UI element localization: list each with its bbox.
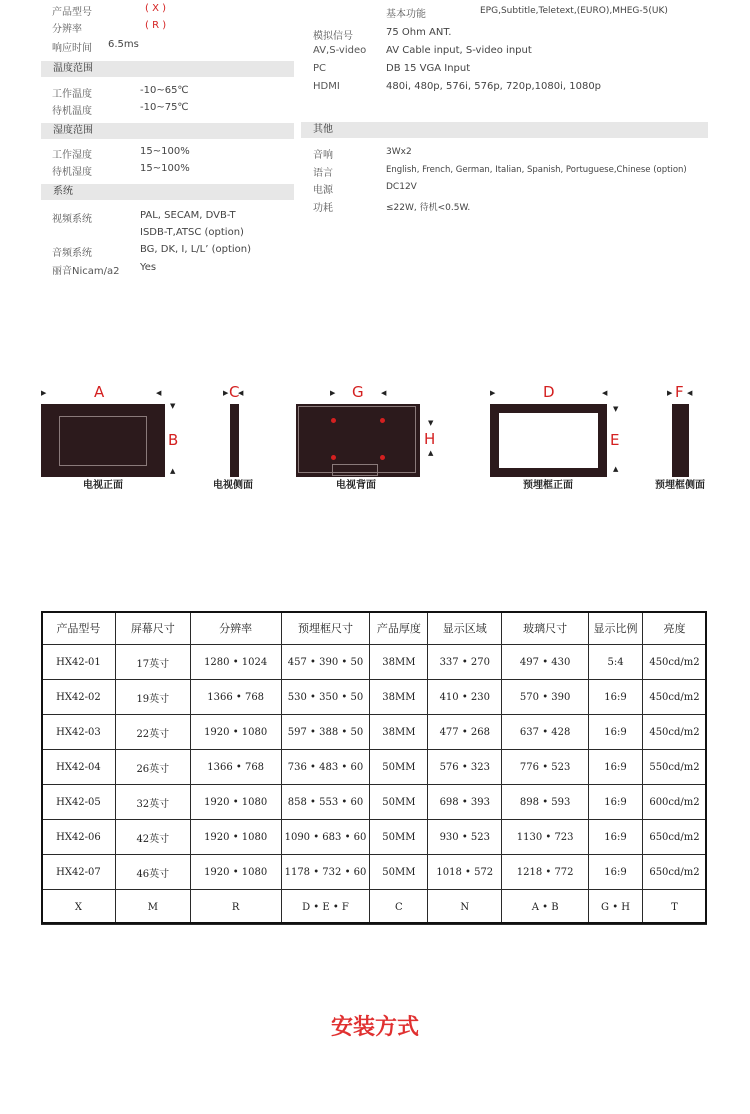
- section-humidity: 湿度范围: [41, 123, 294, 139]
- table-header-cell: 玻璃尺寸: [502, 612, 589, 645]
- spec-label-pc: PC: [313, 63, 327, 74]
- spec-label-response: 响应时间: [52, 43, 92, 54]
- frame-front-diagram: [490, 404, 607, 477]
- dim-arrow-left-icon: ▶: [330, 389, 336, 397]
- dim-letter-c: C: [229, 383, 240, 401]
- table-cell: 1280 • 1024: [190, 645, 281, 680]
- table-cell: 1018 • 572: [428, 855, 502, 890]
- table-cell: 1366 • 768: [190, 750, 281, 785]
- table-cell: C: [370, 890, 428, 925]
- table-row: [42, 645, 707, 680]
- spec-value-work-temp: -10~65℃: [140, 85, 189, 96]
- spec-label-audio-system: 音频系统: [52, 248, 92, 259]
- dim-letter-h: H: [424, 430, 436, 448]
- mount-hole-icon: [331, 418, 336, 423]
- dim-arrow-right-icon: ◀: [238, 389, 244, 397]
- spec-value-speaker: 3Wx2: [386, 147, 412, 157]
- table-row: [42, 680, 707, 715]
- caption-tv-back: 电视背面: [336, 480, 376, 491]
- table-cell: 450cd/m2: [642, 680, 706, 715]
- table-cell: 50MM: [370, 855, 428, 890]
- table-cell: 1090 • 683 • 60: [281, 820, 370, 855]
- table-cell: 736 • 483 • 60: [281, 750, 370, 785]
- caption-frame-side: 预埋框侧面: [655, 480, 705, 491]
- spec-value-hdmi: 480i, 480p, 576i, 576p, 720p,1080i, 1080p: [386, 81, 602, 92]
- table-cell: 477 • 268: [428, 715, 502, 750]
- spec-value-video-system-2: ISDB-T,ATSC (option): [140, 227, 244, 238]
- table-cell: 576 • 323: [428, 750, 502, 785]
- table-cell: 46英寸: [115, 855, 190, 890]
- spec-value-work-humidity: 15~100%: [140, 146, 190, 157]
- table-cell: A • B: [502, 890, 589, 925]
- table-row: [42, 785, 707, 820]
- table-cell: 16:9: [589, 750, 643, 785]
- table-cell: D • E • F: [281, 890, 370, 925]
- spec-value-basic: EPG,Subtitle,Teletext,(EURO),MHEG-5(UK): [480, 6, 668, 16]
- table-row-legend: [42, 890, 707, 925]
- table-cell: R: [190, 890, 281, 925]
- dim-letter-f: F: [675, 383, 684, 401]
- dim-arrow-left-icon: ▶: [223, 389, 229, 397]
- table-cell: 337 • 270: [428, 645, 502, 680]
- table-cell: 42英寸: [115, 820, 190, 855]
- table-cell: 38MM: [370, 715, 428, 750]
- caption-tv-side: 电视侧面: [213, 480, 253, 491]
- table-row: [42, 715, 707, 750]
- caption-tv-front: 电视正面: [83, 480, 123, 491]
- dim-arrow-right-icon: ◀: [687, 389, 693, 397]
- table-cell: 530 • 350 • 50: [281, 680, 370, 715]
- dim-arrow-left-icon: ▶: [490, 389, 496, 397]
- spec-label-work-temp: 工作温度: [52, 89, 92, 100]
- table-cell: 16:9: [589, 820, 643, 855]
- table-cell: 1366 • 768: [190, 680, 281, 715]
- table-cell: 17英寸: [115, 645, 190, 680]
- spec-value-video-system: PAL, SECAM, DVB-T: [140, 210, 236, 221]
- dim-arrow-up-icon: ▼: [428, 419, 434, 427]
- table-cell: 22英寸: [115, 715, 190, 750]
- spec-value-resolution: ( R ): [145, 20, 167, 31]
- table-cell: 1218 • 772: [502, 855, 589, 890]
- table-cell: HX42-05: [42, 785, 116, 820]
- dim-arrow-down-icon: ▲: [613, 465, 619, 473]
- table-cell: HX42-04: [42, 750, 116, 785]
- table-cell: 50MM: [370, 820, 428, 855]
- model-spec-table: [41, 611, 707, 925]
- spec-label-video-system: 视频系统: [52, 214, 92, 225]
- dim-letter-b: B: [168, 431, 179, 449]
- table-cell: 1178 • 732 • 60: [281, 855, 370, 890]
- table-cell: 858 • 553 • 60: [281, 785, 370, 820]
- spec-value-pc: DB 15 VGA Input: [386, 63, 471, 74]
- table-cell: G • H: [589, 890, 643, 925]
- table-cell: N: [428, 890, 502, 925]
- section-temperature: 温度范围: [41, 61, 294, 77]
- table-cell: 1920 • 1080: [190, 785, 281, 820]
- table-header-cell: 分辨率: [190, 612, 281, 645]
- caption-frame-front: 预埋框正面: [523, 480, 573, 491]
- section-other: 其他: [301, 122, 708, 138]
- spec-value-av: AV Cable input, S-video input: [386, 45, 532, 56]
- table-cell: 410 • 230: [428, 680, 502, 715]
- dim-arrow-up-icon: ▼: [170, 402, 176, 410]
- spec-value-standby-humidity: 15~100%: [140, 163, 190, 174]
- table-cell: 50MM: [370, 750, 428, 785]
- table-cell: HX42-06: [42, 820, 116, 855]
- table-header-cell: 显示比例: [589, 612, 643, 645]
- dim-arrow-right-icon: ◀: [156, 389, 162, 397]
- table-cell: 1130 • 723: [502, 820, 589, 855]
- frame-side-diagram: [672, 404, 689, 477]
- table-row: [42, 855, 707, 890]
- table-cell: 650cd/m2: [642, 820, 706, 855]
- table-cell: 26英寸: [115, 750, 190, 785]
- spec-value-response: 6.5ms: [108, 39, 139, 50]
- table-cell: HX42-02: [42, 680, 116, 715]
- table-cell: 637 • 428: [502, 715, 589, 750]
- table-cell: X: [42, 890, 116, 925]
- spec-value-nicam: Yes: [140, 262, 157, 273]
- spec-value-power: DC12V: [386, 182, 417, 192]
- spec-label-language: 语言: [313, 168, 333, 179]
- spec-value-language: English, French, German, Italian, Spanish, Portuguese,Chinese (option): [386, 165, 687, 175]
- spec-value-audio-system: BG, DK, I, L/L’ (option): [140, 244, 252, 255]
- table-cell: 650cd/m2: [642, 855, 706, 890]
- table-cell: 457 • 390 • 50: [281, 645, 370, 680]
- table-cell: 698 • 393: [428, 785, 502, 820]
- table-row: [42, 750, 707, 785]
- table-cell: 776 • 523: [502, 750, 589, 785]
- install-method-title: 安装方式: [330, 1015, 419, 1040]
- table-cell: 50MM: [370, 785, 428, 820]
- table-cell: HX42-01: [42, 645, 116, 680]
- spec-label-consumption: 功耗: [313, 203, 333, 214]
- dim-letter-d: D: [543, 383, 555, 401]
- table-cell: 16:9: [589, 855, 643, 890]
- dim-letter-g: G: [352, 383, 364, 401]
- tv-back-port: [332, 464, 378, 476]
- table-cell: 450cd/m2: [642, 715, 706, 750]
- table-header-cell: 屏幕尺寸: [115, 612, 190, 645]
- table-header-cell: 亮度: [642, 612, 706, 645]
- spec-value-standby-temp: -10~75℃: [140, 102, 189, 113]
- tv-front-diagram: [41, 404, 165, 477]
- table-cell: 32英寸: [115, 785, 190, 820]
- spec-label-power: 电源: [313, 185, 333, 196]
- spec-label-nicam: 丽音Nicam/a2: [52, 266, 120, 277]
- mount-hole-icon: [380, 418, 385, 423]
- table-cell: 16:9: [589, 785, 643, 820]
- dim-arrow-left-icon: ▶: [41, 389, 47, 397]
- table-cell: 5:4: [589, 645, 643, 680]
- dim-arrow-down-icon: ▲: [170, 467, 176, 475]
- frame-opening: [499, 413, 598, 468]
- spec-label-basic: 基本功能: [386, 9, 426, 20]
- table-cell: 570 • 390: [502, 680, 589, 715]
- table-cell: T: [642, 890, 706, 925]
- table-cell: HX42-07: [42, 855, 116, 890]
- mount-hole-icon: [331, 455, 336, 460]
- table-cell: 597 • 388 • 50: [281, 715, 370, 750]
- dim-letter-a: A: [94, 383, 105, 401]
- spec-label-analog: 模拟信号: [313, 31, 353, 42]
- table-header-row: [42, 612, 707, 645]
- spec-label-work-humidity: 工作湿度: [52, 150, 92, 161]
- dim-arrow-up-icon: ▼: [613, 405, 619, 413]
- table-cell: 16:9: [589, 680, 643, 715]
- table-cell: 38MM: [370, 680, 428, 715]
- spec-label-standby-humidity: 待机湿度: [52, 167, 92, 178]
- spec-value-consumption: ≤22W, 待机<0.5W.: [386, 203, 471, 213]
- table-cell: 930 • 523: [428, 820, 502, 855]
- tv-back-diagram: [296, 404, 420, 477]
- table-cell: 600cd/m2: [642, 785, 706, 820]
- spec-value-analog: 75 Ohm ANT.: [386, 27, 452, 38]
- table-cell: 450cd/m2: [642, 645, 706, 680]
- table-cell: M: [115, 890, 190, 925]
- dim-arrow-right-icon: ◀: [381, 389, 387, 397]
- table-cell: 1920 • 1080: [190, 820, 281, 855]
- spec-label-model: 产品型号: [52, 7, 92, 18]
- table-cell: 1920 • 1080: [190, 855, 281, 890]
- dim-arrow-down-icon: ▲: [428, 449, 434, 457]
- spec-value-model: ( X ): [145, 3, 167, 14]
- table-cell: 898 • 593: [502, 785, 589, 820]
- tv-front-screen: [59, 416, 147, 466]
- table-header-cell: 产品型号: [42, 612, 116, 645]
- spec-label-speaker: 音响: [313, 150, 333, 161]
- table-cell: 16:9: [589, 715, 643, 750]
- table-header-cell: 显示区域: [428, 612, 502, 645]
- dim-arrow-right-icon: ◀: [602, 389, 608, 397]
- spec-label-av: AV,S-video: [313, 45, 367, 56]
- mount-hole-icon: [380, 455, 385, 460]
- table-cell: 1920 • 1080: [190, 715, 281, 750]
- section-system: 系统: [41, 184, 294, 200]
- spec-label-standby-temp: 待机温度: [52, 106, 92, 117]
- tv-side-diagram: [230, 404, 239, 477]
- dim-arrow-left-icon: ▶: [667, 389, 673, 397]
- table-row: [42, 820, 707, 855]
- table-cell: 19英寸: [115, 680, 190, 715]
- table-cell: 497 • 430: [502, 645, 589, 680]
- table-header-cell: 产品厚度: [370, 612, 428, 645]
- spec-label-resolution: 分辨率: [52, 24, 82, 35]
- dim-letter-e: E: [610, 431, 620, 449]
- table-cell: 38MM: [370, 645, 428, 680]
- table-header-cell: 预埋框尺寸: [281, 612, 370, 645]
- table-cell: HX42-03: [42, 715, 116, 750]
- spec-label-hdmi: HDMI: [313, 81, 340, 92]
- table-cell: 550cd/m2: [642, 750, 706, 785]
